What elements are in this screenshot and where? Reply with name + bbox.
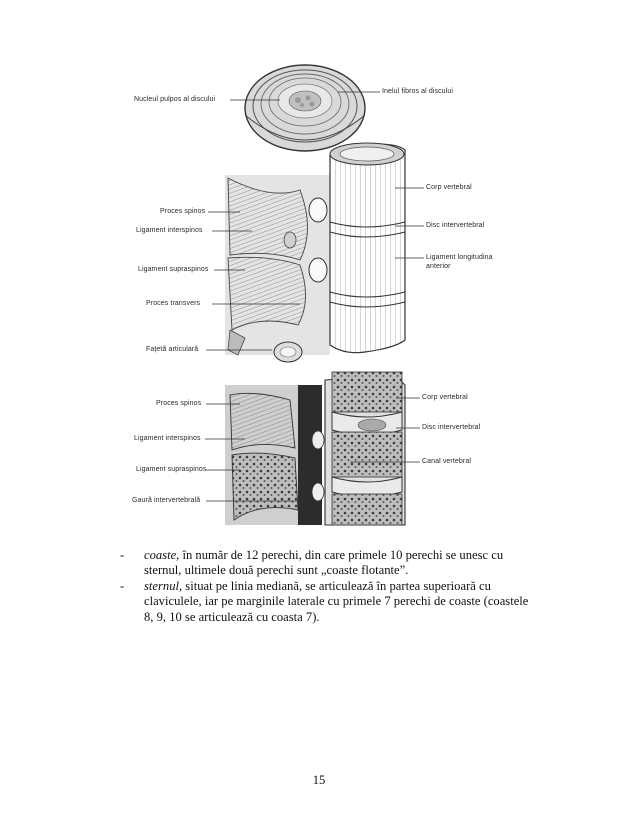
item2-line1-rest: situat pe linia mediană, se articulează în partea superioară cu xyxy=(182,578,491,593)
label-corp-vertebral-1: Corp vertebral xyxy=(426,184,472,191)
label-proces-transvers: Proces transvers xyxy=(146,300,201,307)
label-proces-spinos-2: Proces spinos xyxy=(156,400,202,407)
label-ligament-supraspinos-2: Ligament supraspinos xyxy=(136,466,207,473)
bullet: - xyxy=(120,578,125,593)
label-disc-intervertebral-2: Disc intervertebral xyxy=(422,424,481,431)
lateral-spine-view xyxy=(225,143,405,362)
list-item-coaste xyxy=(120,548,540,579)
label-canal-vertebral: Canal vertebral xyxy=(422,458,471,465)
label-ligament-longitudinal-2: anterior xyxy=(426,263,451,270)
label-proces-spinos-1: Proces spinos xyxy=(160,208,206,215)
label-nucleul-pulpos: Nucleul pulpos al discului xyxy=(134,96,216,103)
item1-line2: sternul, ultimele două perechi sunt „coaste flotante”. xyxy=(144,563,409,578)
label-ligament-longitudinal-1: Ligament longitudina xyxy=(426,254,493,261)
bullet: - xyxy=(120,548,125,562)
item2-line3: 8, 9, 10 se articulează cu coasta 7). xyxy=(144,609,320,624)
label-corp-vertebral-2: Corp vertebral xyxy=(422,394,468,401)
label-disc-intervertebral-1: Disc intervertebral xyxy=(426,222,485,229)
item2-line2: claviculele, iar pe marginile laterale cu primele 7 perechi de coaste (coastele xyxy=(144,594,529,609)
label-ligament-supraspinos-1: Ligament supraspinos xyxy=(138,266,209,273)
page-number: 15 xyxy=(312,773,326,787)
item1-line1-rest: în număr de 12 perechi, din care primele 10 perechi se unesc cu xyxy=(179,548,504,562)
label-fateta-articulara: Fațetă articulară xyxy=(146,346,199,353)
label-inelul-fibros: Inelul fibros al discului xyxy=(382,88,453,95)
label-ligament-interspinos-2: Ligament interspinos xyxy=(134,435,201,442)
sagittal-section-view xyxy=(225,372,405,525)
term-coaste: coaste, xyxy=(144,548,180,562)
label-ligament-interspinos-1: Ligament interspinos xyxy=(136,227,203,234)
term-sternul: sternul, xyxy=(144,578,183,593)
list-item-sternul xyxy=(120,579,540,625)
text-list xyxy=(120,548,540,625)
label-gaura-intervertebrala: Gaură intervertebrală xyxy=(132,497,201,504)
disc-cross-section xyxy=(245,65,365,151)
